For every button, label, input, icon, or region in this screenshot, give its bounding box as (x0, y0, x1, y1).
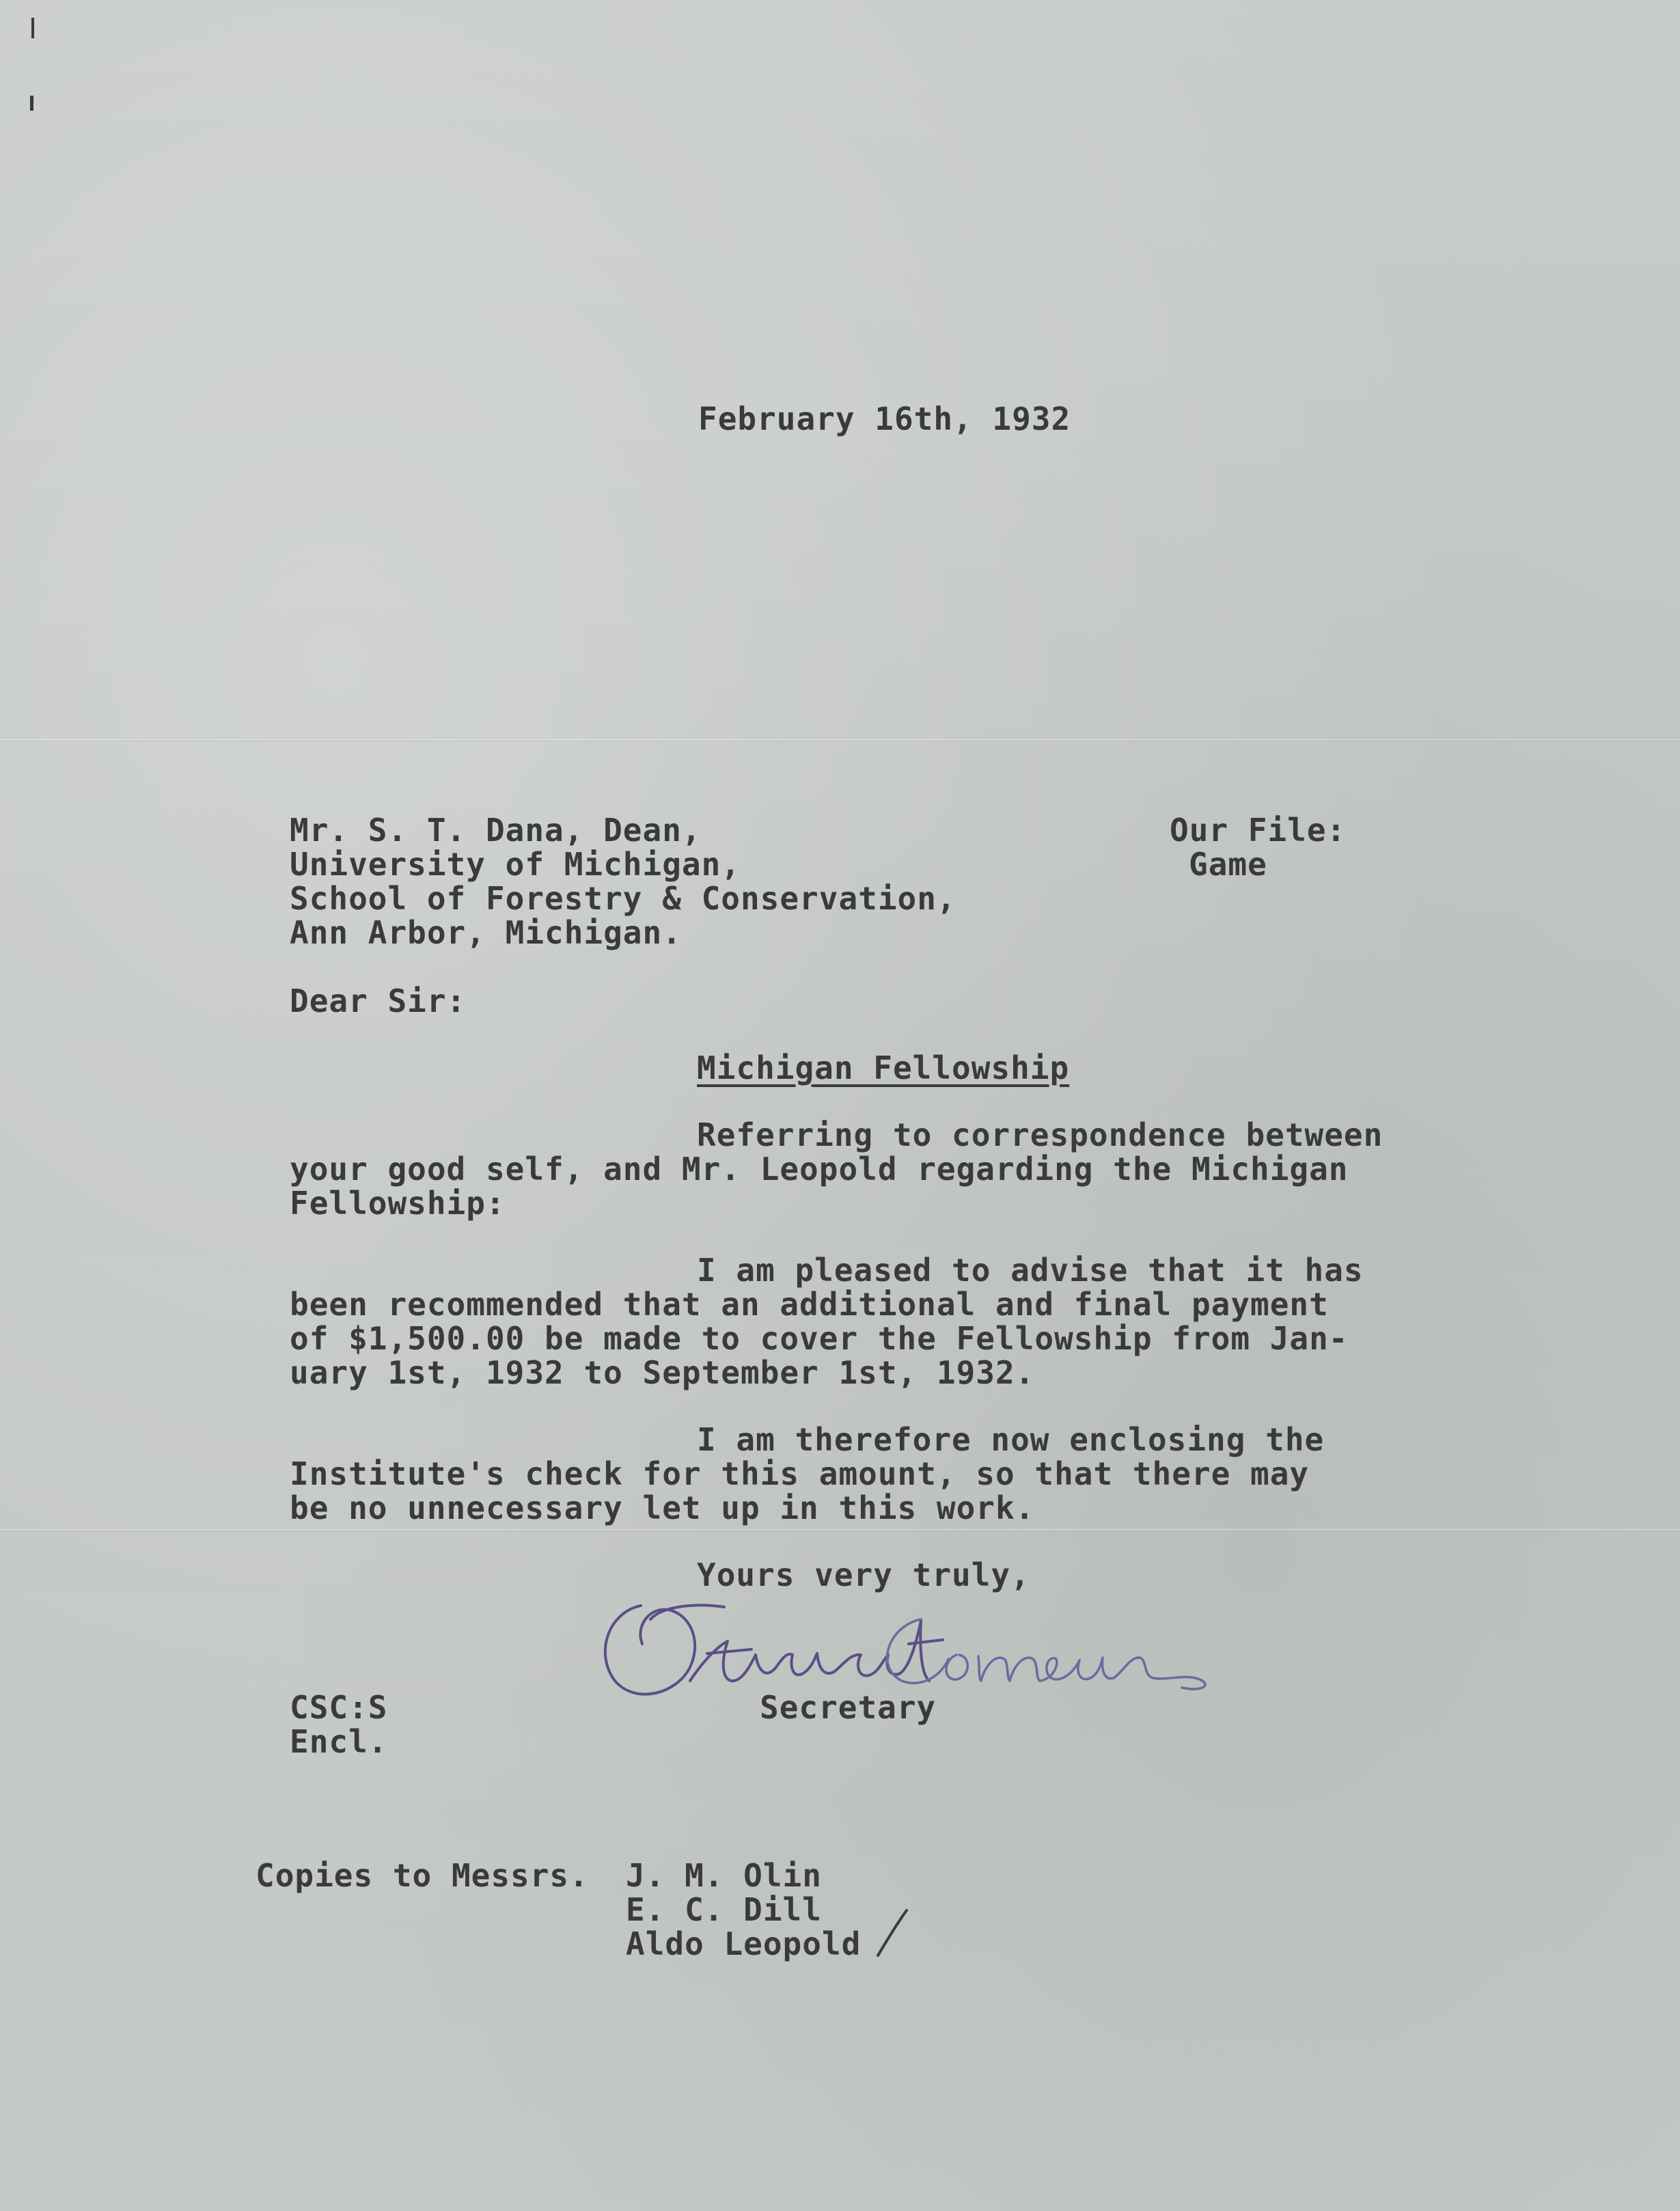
fold-line (0, 739, 1680, 741)
recipient-line: Ann Arbor, Michigan. (290, 914, 682, 951)
body-line: been recommended that an additional and final payment (290, 1286, 1329, 1323)
body-line: your good self, and Mr. Leopold regarding the Michigan (290, 1151, 1349, 1187)
margin-mark (31, 18, 34, 38)
file-ref-label: Our File: (1170, 812, 1347, 849)
recipient-line: Mr. S. T. Dana, Dean, (290, 812, 702, 849)
body-line: Referring to correspondence between (697, 1116, 1383, 1153)
body-line: I am pleased to advise that it has (697, 1252, 1364, 1289)
copies-name: J. M. Olin (626, 1857, 822, 1894)
recipient-line: University of Michigan, (290, 846, 741, 883)
margin-mark (30, 96, 33, 111)
body-line: be no unnecessary let up in this work. (290, 1489, 1035, 1526)
file-ref-value: Game (1189, 846, 1267, 883)
body-line: uary 1st, 1932 to September 1st, 1932. (290, 1354, 1035, 1391)
copies-label: Copies to Messrs. (256, 1857, 589, 1894)
body-line: Fellowship: (290, 1185, 506, 1222)
letter-date: February 16th, 1932 (698, 400, 1071, 437)
initials: CSC:S (290, 1689, 388, 1726)
signer-title: Secretary (760, 1689, 937, 1726)
copies-name: Aldo Leopold (626, 1925, 862, 1962)
body-line: I am therefore now enclosing the (697, 1421, 1325, 1458)
body-line: Institute's check for this amount, so that there may (290, 1455, 1310, 1492)
copies-name: E. C. Dill (626, 1891, 822, 1928)
closing: Yours very truly, (697, 1556, 1030, 1593)
enclosure-note: Encl. (290, 1723, 388, 1760)
recipient-line: School of Forestry & Conservation, (290, 880, 956, 917)
fold-line (0, 1529, 1680, 1531)
check-mark-icon (871, 1906, 912, 1961)
salutation: Dear Sir: (290, 983, 467, 1019)
subject-line: Michigan Fellowship (697, 1049, 1070, 1086)
body-line: of $1,500.00 be made to cover the Fellowship from Jan- (290, 1320, 1349, 1357)
